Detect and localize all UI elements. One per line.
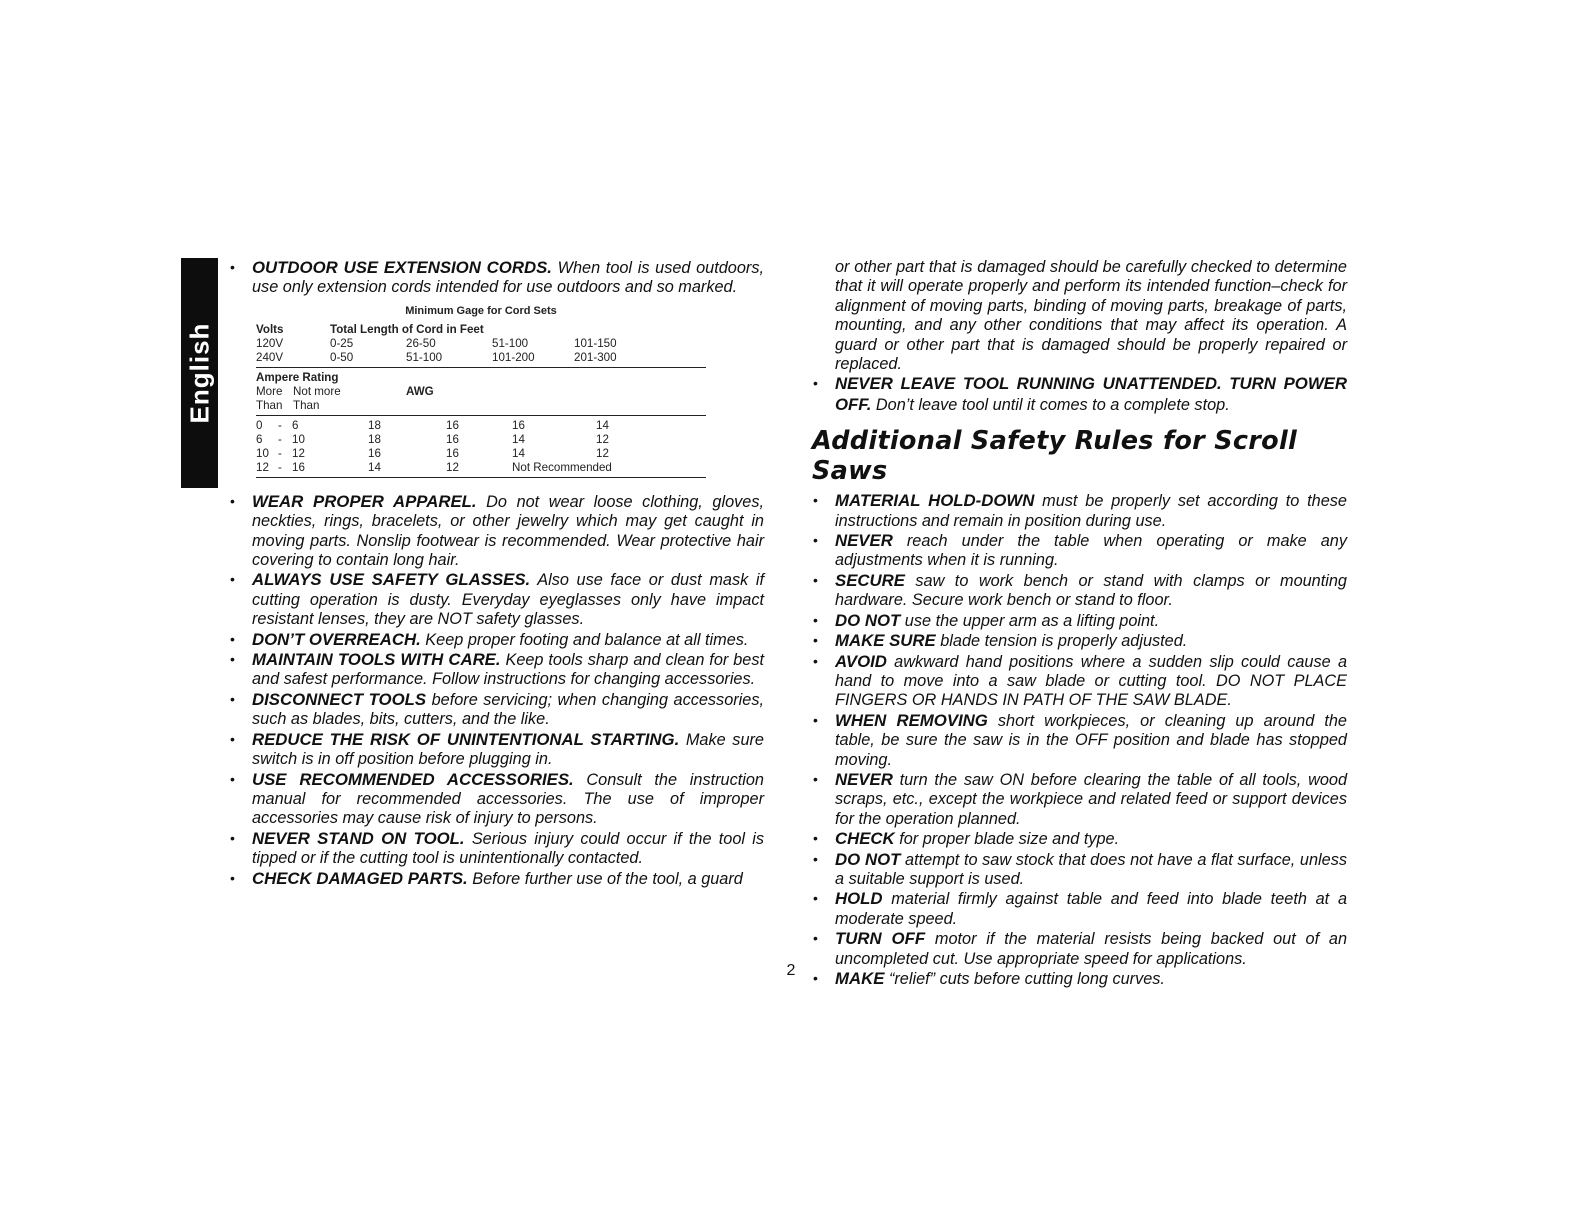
list-item	[230, 730, 764, 770]
list-item	[813, 829, 1347, 849]
item-lead: WEAR PROPER APPAREL.	[252, 491, 477, 511]
table-cell: Not Recommended	[512, 460, 612, 474]
ampere-subheader-row	[256, 385, 706, 399]
table-cell: 240V	[256, 350, 284, 364]
item-text: blade tension is properly adjusted.	[935, 632, 1188, 651]
item-text: Serious injury could occur if the tool is tipped or if the cutting tool is unintentionally contacted.	[252, 829, 764, 868]
table-divider	[256, 477, 706, 478]
table-cell: -	[278, 432, 282, 446]
item-text: Keep proper footing and balance at all times.	[420, 630, 749, 649]
header-than: Than	[256, 398, 283, 412]
item-lead: SECURE	[835, 570, 905, 590]
item-lead: TURN OFF	[835, 929, 926, 949]
table-cell: 26-50	[406, 336, 436, 350]
item-lead: CHECK	[835, 829, 895, 849]
item-lead: DON’T OVERREACH.	[252, 629, 421, 649]
item-lead: DISCONNECT TOOLS	[252, 689, 427, 709]
table-row	[256, 447, 706, 461]
list-item	[813, 491, 1347, 531]
list-item	[230, 492, 764, 571]
list-item	[813, 889, 1347, 929]
table-cell: 12	[256, 460, 269, 474]
table-row	[256, 419, 706, 433]
table-cell: 0-50	[330, 350, 354, 364]
list-item	[813, 531, 1347, 571]
item-text: Before further use of the tool, a guard	[467, 869, 743, 888]
item-text: before servicing; when changing accessories, such as blades, bits, cutters, and the like.	[252, 690, 765, 729]
left-column	[230, 258, 764, 889]
list-item	[230, 258, 764, 298]
item-text: Do not wear loose clothing, gloves, neckties, rings, bracelets, or other jewelry which may get caught in moving parts. Nonslip footwear is recommended. Wear protective hair covering to contain long hair.	[252, 492, 764, 570]
header-awg: AWG	[406, 384, 434, 398]
item-text: short workpieces, or cleaning up around the table, be sure the saw is in the OFF position and blade has stopped moving.	[835, 711, 1347, 769]
table-cell: 101-150	[574, 336, 617, 350]
list-item	[813, 652, 1347, 711]
item-text: awkward hand positions where a sudden slip could cause a hand to move into a saw blade or cutting tool. DO NOT PLACE FINGERS OR HANDS IN PATH OF THE SAW BLADE.	[835, 652, 1347, 710]
table-cell: 12	[446, 460, 459, 474]
table-cell: 12	[596, 432, 609, 446]
list-item	[813, 374, 1347, 415]
table-row	[256, 461, 706, 475]
ampere-subheader-row	[256, 399, 706, 413]
item-lead: NEVER	[835, 531, 893, 551]
item-lead: WHEN REMOVING	[835, 710, 988, 730]
table-cell: 0-25	[330, 336, 354, 350]
table-row	[256, 337, 706, 351]
table-row	[256, 433, 706, 447]
right-bullet-list	[813, 491, 1347, 989]
list-item	[813, 711, 1347, 770]
table-cell: -	[278, 460, 282, 474]
item-text: must be properly set according to these instructions and remain in position during use.	[835, 492, 1347, 530]
item-lead: MAINTAIN TOOLS WITH CARE.	[252, 650, 501, 670]
table-cell: 12	[596, 446, 609, 460]
item-text: use the upper arm as a lifting point.	[900, 611, 1160, 630]
item-lead: MAKE	[835, 969, 885, 988]
table-cell: 16	[446, 432, 459, 446]
table-cell: 16	[292, 460, 305, 474]
cord-gage-table	[256, 304, 706, 478]
table-cell: 14	[512, 432, 525, 446]
table-header-row	[256, 323, 706, 337]
table-caption: Minimum Gage for Cord Sets	[405, 304, 557, 317]
list-item	[813, 770, 1347, 829]
item-text: Consult the instruction manual for recommended accessories. The use of improper accessories may cause risk of injury to persons.	[252, 770, 764, 828]
header-than: Than	[293, 398, 320, 412]
table-divider	[256, 367, 706, 368]
table-divider	[256, 415, 706, 416]
table-cell: 18	[368, 418, 381, 432]
table-cell: 6	[292, 418, 299, 432]
table-cell: 16	[368, 446, 381, 460]
item-text: Don’t leave tool until it comes to a complete stop.	[871, 395, 1230, 414]
item-text: “relief” cuts before cutting long curves.	[884, 970, 1165, 988]
item-lead: REDUCE THE RISK OF UNINTENTIONAL STARTING.	[252, 729, 680, 749]
list-item	[813, 611, 1347, 631]
right-column	[813, 258, 1347, 989]
page-number: 2	[786, 962, 796, 979]
left-bullet-list-main	[230, 492, 764, 889]
list-item	[230, 869, 764, 889]
item-text: Make sure switch is in off position before plugging in.	[252, 730, 764, 769]
item-text: attempt to saw stock that does not have a flat surface, unless a suitable support is used.	[835, 850, 1347, 888]
list-item	[230, 650, 764, 690]
table-cell: 120V	[256, 336, 284, 350]
list-item	[230, 770, 764, 829]
table-cell: 101-200	[492, 350, 535, 364]
language-tab	[181, 258, 218, 488]
item-lead: DO NOT	[835, 610, 901, 630]
table-cell: 6	[256, 432, 263, 446]
table-row	[256, 351, 706, 365]
item-lead: CHECK DAMAGED PARTS.	[252, 868, 468, 888]
table-cell: 10	[292, 432, 305, 446]
left-bullet-list	[230, 258, 764, 298]
table-cell: 16	[446, 418, 459, 432]
table-cell: 12	[292, 446, 305, 460]
item-text: Also use face or dust mask if cutting operation is dusty. Everyday eyeglasses only have impact resistant lenses, they are NOT safety glasses.	[252, 571, 764, 629]
item-text: material firmly against table and feed into blade teeth at a moderate speed.	[835, 890, 1347, 928]
item-lead: NEVER LEAVE TOOL RUNNING UNATTENDED. TURN POWER OFF.	[835, 374, 1347, 414]
continued-paragraph: or other part that is damaged should be carefully checked to determine that it will operate properly and perform its intended function–check for alignment of moving parts, binding of moving parts, breakage of parts, mounting, and any other conditions that may affect its operation. A guard or other part that is damaged should be properly repaired or replaced.	[835, 258, 1347, 374]
item-lead: ALWAYS USE SAFETY GLASSES.	[252, 570, 531, 590]
table-cell: 14	[368, 460, 381, 474]
list-item	[813, 571, 1347, 611]
header-volts: Volts	[256, 322, 284, 336]
language-tab-label: English	[184, 322, 214, 424]
item-lead: USE RECOMMENDED ACCESSORIES.	[252, 769, 574, 789]
item-text: reach under the table when operating or make any adjustments when it is running.	[835, 532, 1347, 570]
item-lead: MAKE SURE	[835, 631, 936, 651]
table-cell: 16	[512, 418, 525, 432]
item-text: When tool is used outdoors, use only extension cords intended for use outdoors and so marked.	[252, 259, 764, 297]
item-lead: HOLD	[835, 889, 883, 909]
list-item	[230, 829, 764, 869]
item-lead: DO NOT	[835, 849, 901, 869]
table-cell: 201-300	[574, 350, 617, 364]
list-item	[230, 690, 764, 730]
item-lead: OUTDOOR USE EXTENSION CORDS.	[252, 258, 552, 277]
item-text: motor if the material resists being backed out of an uncompleted cut. Use appropriate speed for applications.	[835, 930, 1347, 968]
item-lead: NEVER	[835, 769, 893, 789]
table-cell: 16	[446, 446, 459, 460]
list-item	[813, 631, 1347, 651]
table-cell: 51-100	[492, 336, 529, 350]
item-text: for proper blade size and type.	[894, 830, 1120, 849]
header-not-more: Not more	[293, 384, 341, 398]
item-lead: AVOID	[835, 651, 887, 671]
table-cell: 18	[368, 432, 381, 446]
item-text: Keep tools sharp and clean for best and safest performance. Follow instructions for changing accessories.	[252, 651, 764, 689]
table-cell: -	[278, 446, 282, 460]
list-item	[813, 850, 1347, 890]
item-lead: MATERIAL HOLD-DOWN	[835, 491, 1035, 511]
item-lead: NEVER STAND ON TOOL.	[252, 828, 465, 848]
table-cell: -	[278, 418, 282, 432]
table-cell: 0	[256, 418, 263, 432]
list-item	[230, 630, 764, 650]
section-title: Additional Safety Rules for Scroll Saws	[812, 426, 1298, 487]
item-text: turn the saw ON before clearing the table of all tools, wood scraps, etc., except the workpiece and related feed or support devices for the operation planned.	[835, 770, 1347, 828]
header-length: Total Length of Cord in Feet	[330, 322, 484, 336]
right-bullet-list-top	[813, 374, 1347, 415]
table-cell: 14	[596, 418, 609, 432]
header-ampere-rating: Ampere Rating	[256, 370, 339, 384]
ampere-header-row	[256, 371, 706, 385]
table-cell: 10	[256, 446, 269, 460]
list-item	[230, 570, 764, 629]
table-cell: 51-100	[406, 350, 443, 364]
table-cell: 14	[512, 446, 525, 460]
header-more: More	[256, 384, 283, 398]
item-text: saw to work bench or stand with clamps or mounting hardware. Secure work bench or stand to floor.	[835, 571, 1347, 610]
